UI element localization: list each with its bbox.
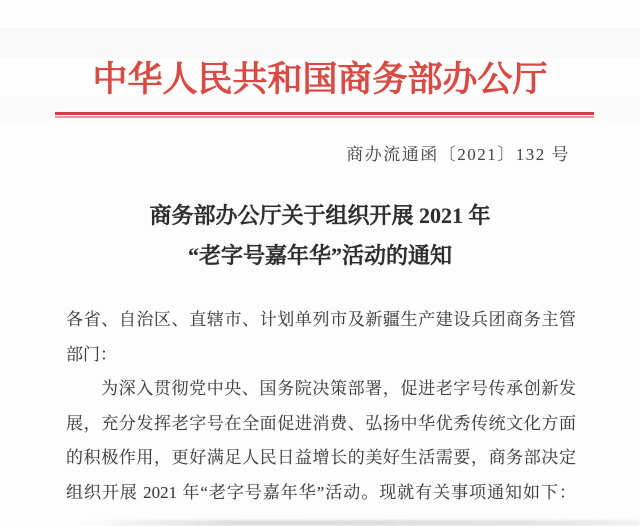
- document-body: [66, 303, 576, 510]
- document-title: [0, 196, 640, 276]
- scan-smudge: [85, 520, 640, 526]
- paragraph-line-1: 为深入贯彻党中央、国务院决策部署，促进老字号传承创新发: [101, 379, 576, 398]
- red-separator-line: [55, 112, 594, 119]
- document-number: 商办流通函〔2021〕132 号: [346, 145, 570, 164]
- document-title-line-1: 商务部办公厅关于组织开展 2021 年: [149, 203, 491, 228]
- paragraph-line-2: 展，充分发挥老字号在全面促进消费、弘扬中华优秀传统文化方面: [66, 413, 576, 433]
- document-issuer: 中华人民共和国商务部办公厅: [92, 60, 548, 99]
- paragraph-line-3: 的积极作用，更好满足人民日益增长的美好生活需要，商务部决定: [66, 448, 576, 467]
- red-separator-line-top: [55, 112, 594, 115]
- salutation-line-1: 各省、自治区、直辖市、计划单列市及新疆生产建设兵团商务主管: [66, 310, 576, 329]
- red-separator-line-bottom: [55, 116, 594, 118]
- salutation-line-2: 部门：: [66, 344, 117, 364]
- document-title-line-2: “老字号嘉年华”活动的通知: [187, 243, 452, 268]
- paragraph-line-4: 组织开展 2021 年“老字号嘉年华”活动。现就有关事项通知如下：: [66, 482, 576, 502]
